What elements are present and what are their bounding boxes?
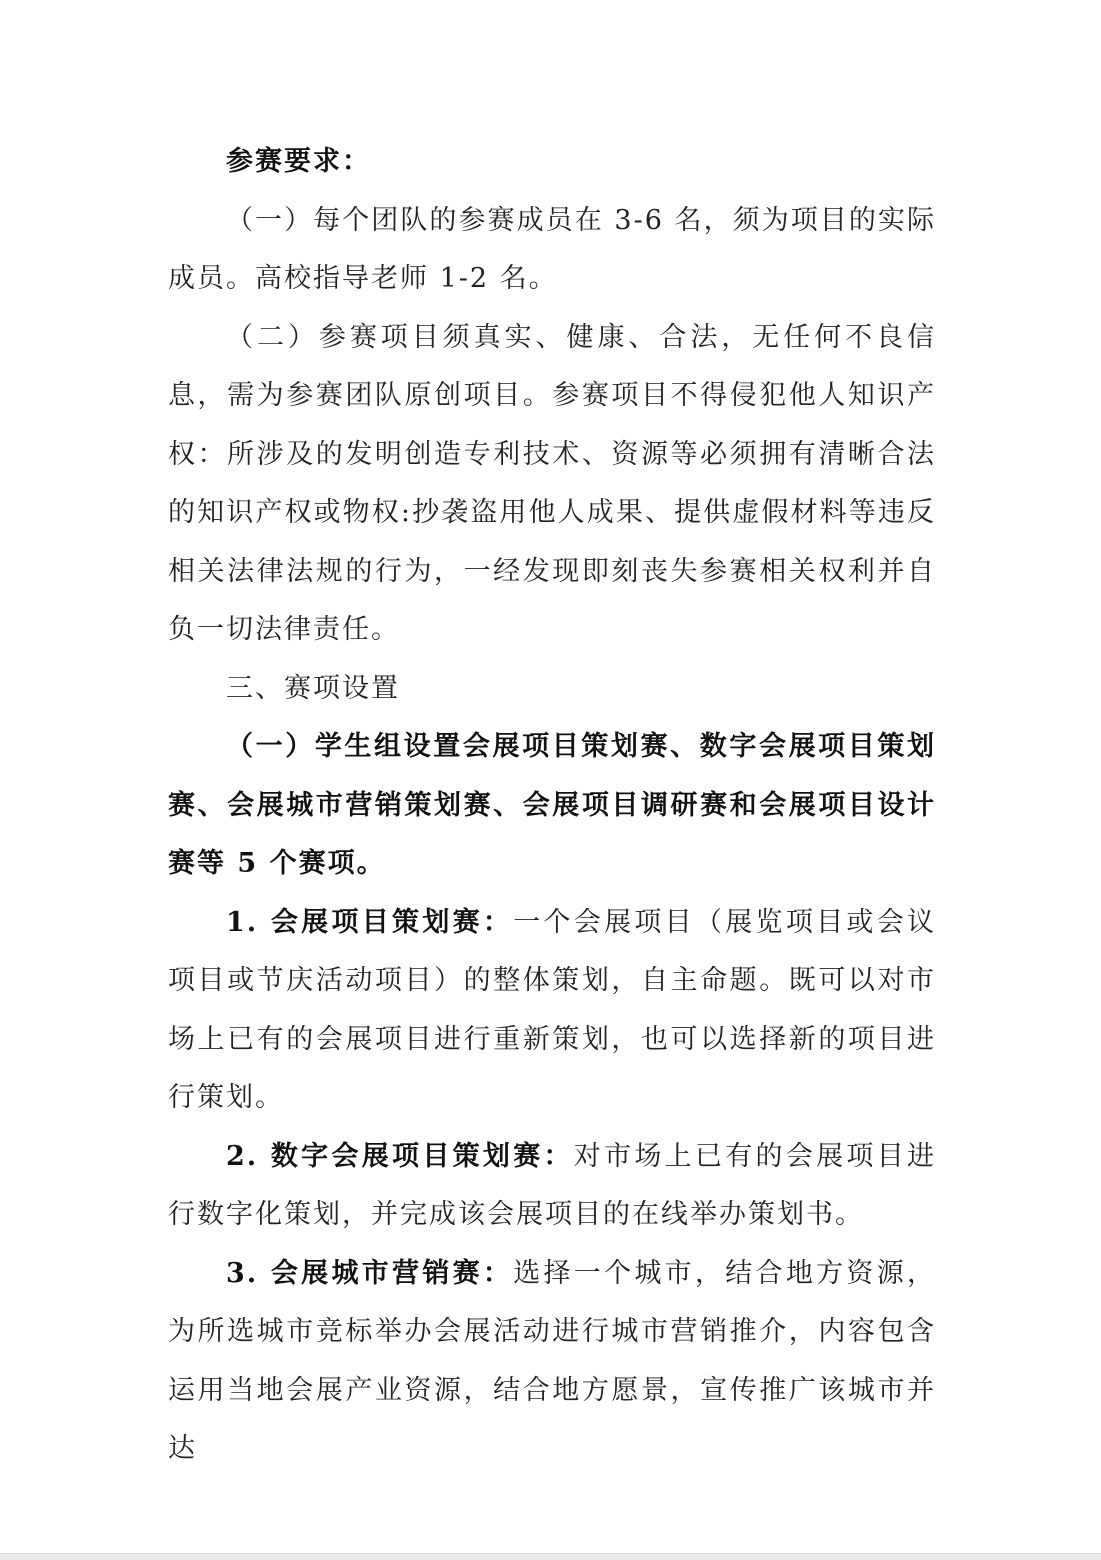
page-bottom-edge xyxy=(0,1553,1101,1560)
document-body xyxy=(168,133,936,1479)
competition-item-1-title: 1. 会展项目策划赛： xyxy=(226,906,514,938)
requirement-item-1: （一）每个团队的参赛成员在 3-6 名，须为项目的实际成员。高校指导老师 1-2 名。 xyxy=(168,204,936,294)
student-group-paragraph: （一）学生组设置会展项目策划赛、数字会展项目策划赛、会展城市营销策划赛、会展项目调研赛和会展项目设计赛等 5 个赛项。 xyxy=(168,731,936,879)
competition-item-3 xyxy=(168,1245,936,1479)
requirement-item-2: （二）参赛项目须真实、健康、合法，无任何不良信息，需为参赛团队原创项目。参赛项目不得侵犯他人知识产权：所涉及的发明创造专利技术、资源等必须拥有清晰合法的知识产权或物权:抄袭盗用他人成果、提供虚假材料等违反相关法律法规的行为，一经发现即刻丧失参赛相关权利并自负一切法律责任。 xyxy=(168,321,936,645)
competition-item-3-body: 选择一个城市，结合地方资源，为所选城市竞标举办会展活动进行城市营销推介，内容包含运用当地会展产业资源，结合地方愿景，宣传推广该城市并达 xyxy=(168,1257,937,1464)
competition-item-2-body: 对市场上已有的会展项目进行数字化策划，并完成该会展项目的在线举办策划书。 xyxy=(168,1140,936,1230)
requirements-heading: 参赛要求： xyxy=(226,146,371,177)
competition-item-1 xyxy=(168,894,936,1128)
competition-item-1-body: 一个会展项目（展览项目或会议项目或节庆活动项目）的整体策划，自主命题。既可以对市场上已有的会展项目进行重新策划，也可以选择新的项目进行策划。 xyxy=(168,906,937,1113)
competition-item-2 xyxy=(168,1128,936,1245)
competition-item-2-title: 2. 数字会展项目策划赛： xyxy=(226,1140,574,1172)
section-3-heading: 三、赛项设置 xyxy=(226,672,400,704)
competition-item-3-title: 3. 会展城市营销赛： xyxy=(226,1257,514,1289)
